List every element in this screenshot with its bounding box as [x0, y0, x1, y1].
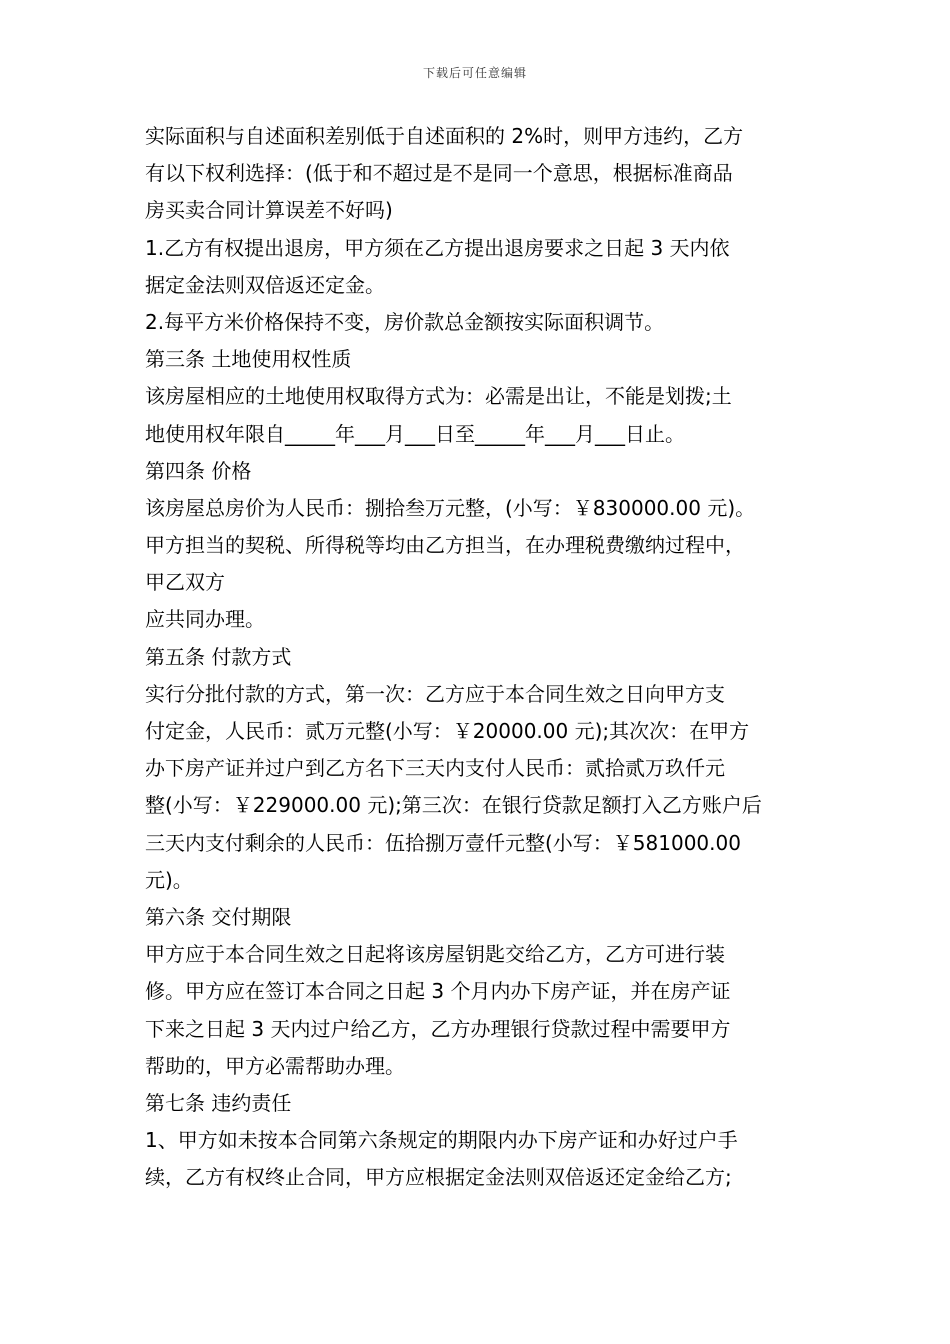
- text-line: 地使用权年限自_____年___月___日至_____年___月___日止。: [145, 421, 685, 446]
- section-heading: 第四条 价格: [145, 458, 252, 483]
- section-heading: 第七条 违约责任: [145, 1090, 292, 1115]
- section-heading: 第五条 付款方式: [145, 644, 292, 669]
- text-line: 续，乙方有权终止合同，甲方应根据定金法则双倍返还定金给乙方;: [145, 1165, 732, 1190]
- text-line: 1、甲方如未按本合同第六条规定的期限内办下房产证和办好过户手: [145, 1128, 738, 1153]
- text-line: 该房屋相应的土地使用权取得方式为：必需是出让，不能是划拨;土: [145, 384, 732, 409]
- text-line: 该房屋总房价为人民币：捌拾叁万元整，(小写：￥830000.00 元)。: [145, 495, 756, 520]
- text-line: 元)。: [145, 867, 193, 892]
- text-line: 办下房产证并过户到乙方名下三天内支付人民币：贰拾贰万玖仟元: [145, 756, 725, 781]
- text-line: 甲乙双方: [145, 570, 225, 595]
- text-line: 三天内支付剩余的人民币：伍拾捌万壹仟元整(小写：￥581000.00: [145, 830, 741, 855]
- text-line: 据定金法则双倍返还定金。: [145, 272, 385, 297]
- text-line: 付定金，人民币：贰万元整(小写：￥20000.00 元);其次次：在甲方: [145, 719, 750, 743]
- text-line: 修。甲方应在签订本合同之日起 3 个月内办下房产证，并在房产证: [145, 979, 731, 1004]
- text-line: 整(小写：￥229000.00 元);第三次：在银行贷款足额打入乙方账户后: [145, 793, 762, 818]
- text-line: 实行分批付款的方式，第一次：乙方应于本合同生效之日向甲方支: [145, 681, 725, 706]
- text-line: 有以下权利选择：(低于和不超过是不是同一个意思，根据标准商品: [145, 161, 733, 186]
- text-line: 房买卖合同计算误差不好吗): [145, 198, 393, 223]
- text-line: 应共同办理。: [145, 607, 265, 632]
- text-line: 1.乙方有权提出退房，甲方须在乙方提出退房要求之日起 3 天内依: [145, 235, 730, 260]
- text-line: 甲方应于本合同生效之日起将该房屋钥匙交给乙方，乙方可进行装: [145, 942, 725, 967]
- document-body: [145, 118, 810, 1196]
- page-header: 下载后可任意编辑: [422, 66, 527, 80]
- text-line: 帮助的，甲方必需帮助办理。: [145, 1053, 405, 1078]
- text-line: 甲方担当的契税、所得税等均由乙方担当，在办理税费缴纳过程中，: [145, 533, 745, 558]
- text-line: 实际面积与自述面积差别低于自述面积的 2%时，则甲方违约，乙方: [145, 124, 744, 148]
- text-line: 2.每平方米价格保持不变，房价款总金额按实际面积调节。: [145, 309, 665, 334]
- section-heading: 第三条 土地使用权性质: [145, 347, 352, 372]
- text-line: 下来之日起 3 天内过户给乙方，乙方办理银行贷款过程中需要甲方: [145, 1016, 731, 1041]
- section-heading: 第六条 交付期限: [145, 904, 292, 929]
